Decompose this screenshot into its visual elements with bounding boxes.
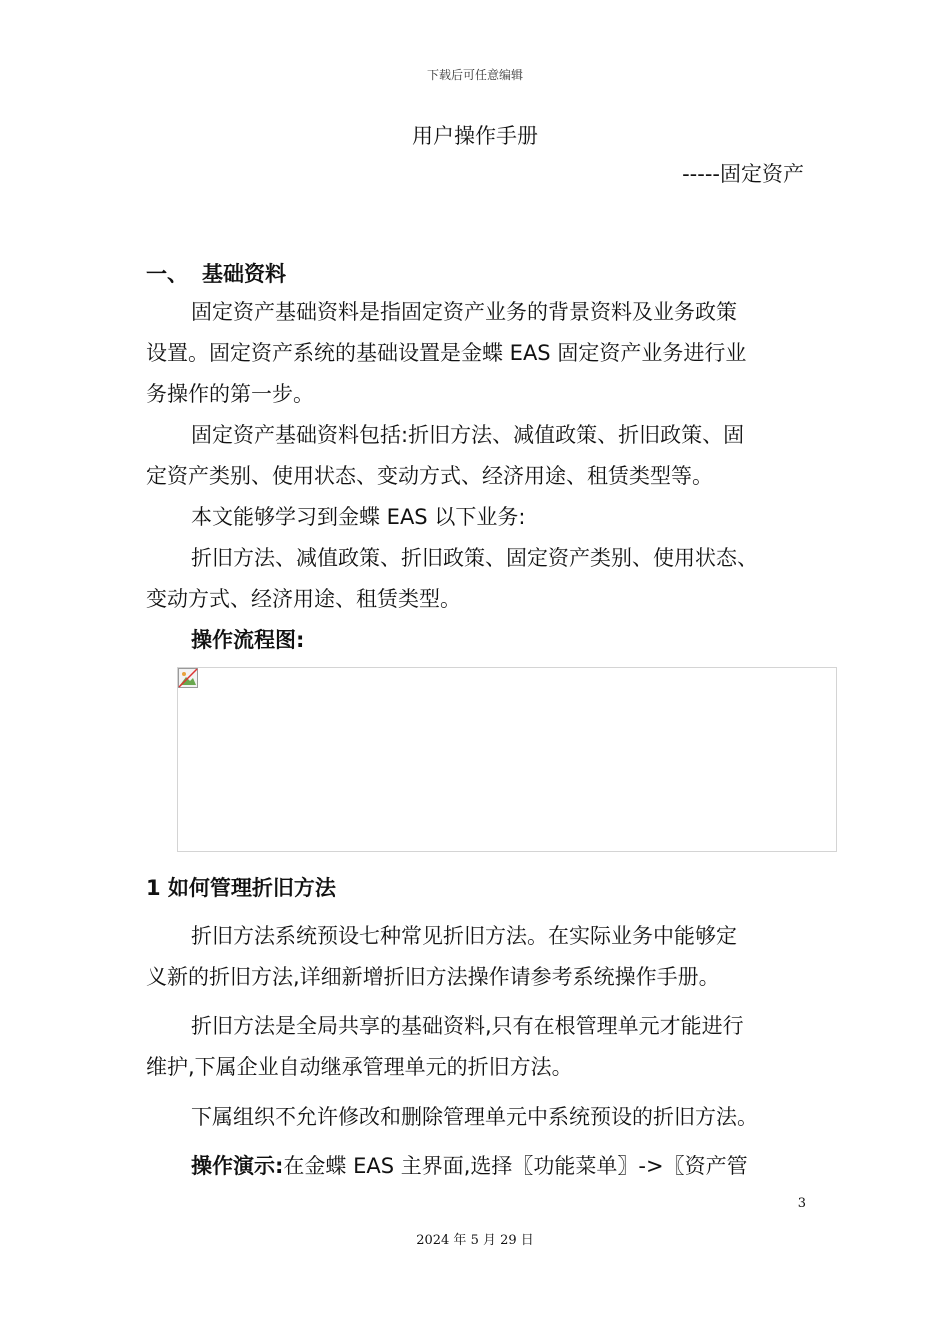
page-number: 3 bbox=[797, 1196, 806, 1211]
paragraph-contents bbox=[146, 415, 814, 497]
paragraph-shared bbox=[146, 1006, 814, 1088]
demo-text: 在金蝶 EAS 主界面,选择〖功能菜单〗->〖资产管 bbox=[283, 1154, 748, 1178]
paragraph-methods bbox=[146, 916, 814, 998]
document-subtitle: -----固定资产 bbox=[682, 162, 804, 186]
broken-image-icon bbox=[178, 668, 198, 688]
paragraph-learn bbox=[146, 497, 814, 538]
demo-label: 操作演示: bbox=[191, 1154, 284, 1178]
paragraph-demo bbox=[146, 1146, 814, 1187]
flowchart-image-placeholder bbox=[177, 667, 837, 852]
section-number: 一、 bbox=[146, 262, 188, 286]
text-line: 本文能够学习到金蝶 EAS 以下业务: bbox=[191, 505, 526, 529]
document-title: 用户操作手册 bbox=[412, 124, 538, 148]
text-line: 定资产类别、使用状态、变动方式、经济用途、租赁类型等。 bbox=[146, 464, 713, 488]
text-line: 变动方式、经济用途、租赁类型。 bbox=[146, 587, 461, 611]
subsection-heading: 1 如何管理折旧方法 bbox=[146, 876, 336, 900]
paragraph-intro bbox=[146, 292, 814, 415]
text-line: 务操作的第一步。 bbox=[146, 382, 314, 406]
section-heading bbox=[146, 258, 286, 288]
text-line: 折旧方法是全局共享的基础资料,只有在根管理单元才能进行 bbox=[191, 1014, 744, 1038]
text-line: 设置。固定资产系统的基础设置是金蝶 EAS 固定资产业务进行业 bbox=[146, 341, 747, 365]
section-title: 基础资料 bbox=[202, 262, 286, 286]
text-line: 固定资产基础资料是指固定资产业务的背景资料及业务政策 bbox=[191, 300, 737, 324]
paragraph-restriction bbox=[146, 1097, 814, 1138]
footer-date: 2024 年 5 月 29 日 bbox=[416, 1233, 534, 1248]
text-line: 下属组织不允许修改和删除管理单元中系统预设的折旧方法。 bbox=[191, 1105, 758, 1129]
text-line: 折旧方法系统预设七种常见折旧方法。在实际业务中能够定 bbox=[191, 924, 737, 948]
paragraph-topics bbox=[146, 538, 814, 620]
text-line: 折旧方法、减值政策、折旧政策、固定资产类别、使用状态、 bbox=[191, 546, 758, 570]
flowchart-label: 操作流程图: bbox=[191, 628, 305, 652]
text-line: 义新的折旧方法,详细新增折旧方法操作请参考系统操作手册。 bbox=[146, 965, 720, 989]
text-line: 维护,下属企业自动继承管理单元的折旧方法。 bbox=[146, 1055, 573, 1079]
header-note: 下载后可任意编辑 bbox=[426, 68, 523, 82]
text-line: 固定资产基础资料包括:折旧方法、减值政策、折旧政策、固 bbox=[191, 423, 745, 447]
text-line bbox=[146, 1146, 814, 1187]
